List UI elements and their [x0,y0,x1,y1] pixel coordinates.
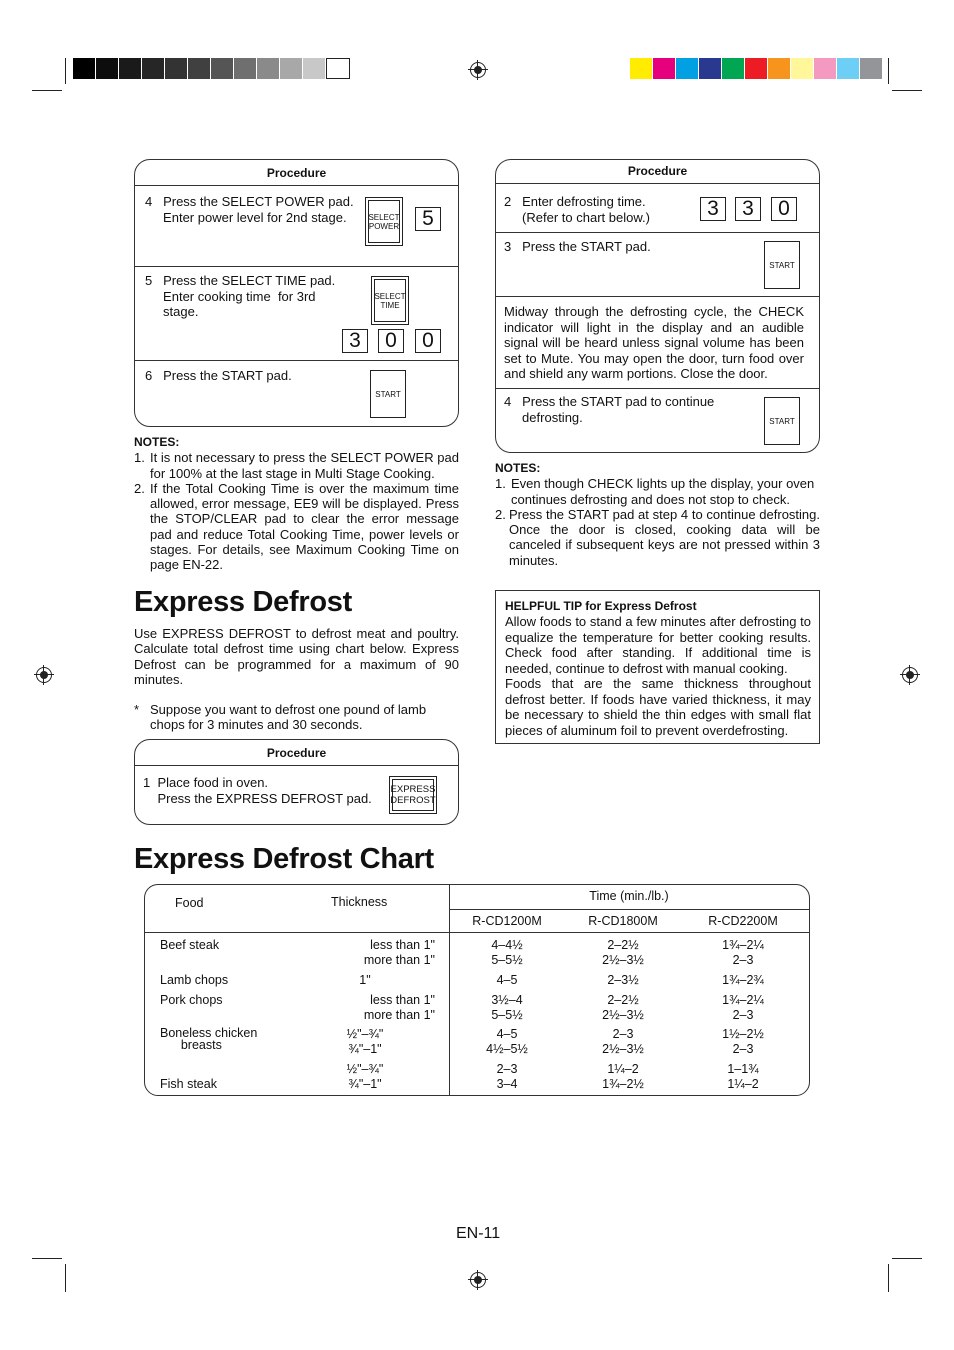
step-1-text: 1 Place food in oven. Press the EXPRESS DEFROST pad. [143,775,372,806]
display-digit: 0 [378,329,404,353]
time-cell: 2–3 [612,1027,634,1041]
section-title-express-defrost: Express Defrost [134,586,352,618]
display-digit: 5 [415,207,441,231]
time-cell: 1¼–2 [727,1077,759,1091]
color-registration-bar [630,58,883,79]
gray-swatch [165,58,188,79]
divider [145,932,809,933]
crop-mark [65,1264,66,1292]
step-2-text: 2 Enter defrosting time. (Refer to chart below.) [504,194,650,225]
select-time-pad: SELECT TIME [371,276,409,325]
color-swatch [745,58,768,79]
gray-swatch [234,58,257,79]
color-swatch [676,58,699,79]
food-cell: Fish steak [160,1077,217,1091]
gray-swatch [211,58,234,79]
grayscale-registration-bar [73,58,350,79]
color-swatch [768,58,791,79]
time-cell: 1¼–2 [607,1062,639,1076]
time-cell: 4½–5½ [486,1042,528,1056]
thickness-cell: ½"–¾" [346,1062,384,1076]
gray-swatch [303,58,326,79]
food-cell: Beef steak [160,938,220,952]
color-swatch [653,58,676,79]
time-cell: 1½–2½ [722,1027,764,1041]
gray-swatch [142,58,165,79]
select-power-pad: SELECT POWER [365,197,403,246]
time-cell: 1¾–2¾ [722,973,764,987]
express-defrost-chart [144,884,810,1096]
gray-swatch [188,58,211,79]
note-item: 1. Even though CHECK lights up the display, your oven continues defrosting and does not stop to check. [495,476,815,507]
time-cell: 2–3 [732,953,754,967]
time-cell: 2–3½ [607,973,639,987]
time-cell: 4–5 [496,973,518,987]
time-cell: 4–5 [496,1027,518,1041]
header-model: R-CD2200M [708,914,778,928]
gray-swatch [96,58,119,79]
header-model: R-CD1200M [472,914,542,928]
step-5-row [135,266,458,361]
note-item: 2. Press the START pad at step 4 to continue defrosting. Once the door is closed, cooking data will be canceled if subsequent keys are not pressed within 3 minutes. [495,506,820,568]
color-swatch [837,58,860,79]
time-cell: 3–4 [496,1077,518,1091]
note-item: 2. If the Total Cooking Time is over the maximum time allowed, error message, EE9 will be displayed. Press the STOP/CLEAR pad to clear the error message pad and reduce Total Cooking Time, power levels or stages. For details, see Maximum Cooking Time on page EN-22. [134,480,459,573]
thickness-cell: more than 1" [363,953,435,967]
step-3-text: 3 Press the START pad. [504,239,651,254]
step-6-text: 6 Press the START pad. [145,368,292,383]
thickness-cell: ½"–¾" [346,1027,384,1041]
time-cell: 2½–3½ [602,1042,644,1056]
thickness-cell: ¾"–1" [348,1077,382,1091]
color-swatch [791,58,814,79]
header-time: Time (min./lb.) [589,889,669,903]
express-defrost-intro: Use EXPRESS DEFROST to defrost meat and poultry. Calculate total defrost time using chart below. Express Defrost can be programmed for a maximum of 90 minutes. [134,626,459,687]
helpful-tip-box [495,590,820,744]
crop-mark [892,1258,922,1259]
divider [449,909,809,910]
time-cell: 2–3 [732,1008,754,1022]
registration-target-icon [36,667,52,683]
display-digit: 3 [342,329,368,353]
gray-swatch [257,58,280,79]
time-cell: 1–1¾ [727,1062,759,1076]
step-4-row [496,388,819,453]
time-cell: 1¾–2½ [602,1077,644,1091]
step-5-text: 5 Press the SELECT TIME pad. Enter cooking time for 3rd stage. [145,273,336,319]
notes-title: NOTES: [134,435,180,449]
gray-swatch [326,58,350,79]
thickness-cell: less than 1" [370,938,435,952]
time-cell: 2–3 [732,1042,754,1056]
thickness-cell: more than 1" [363,1008,435,1022]
midway-row [496,296,819,389]
crop-mark [32,1258,62,1259]
registration-target-icon [902,667,918,683]
crop-mark [888,1264,889,1292]
food-cell: Pork chops [160,993,223,1007]
procedure-header: Procedure [496,160,819,184]
color-swatch [722,58,745,79]
start-pad: START [764,241,800,289]
notes-title: NOTES: [495,461,541,475]
step-4-continue-text: 4 Press the START pad to continue defrosting. [504,394,715,425]
step-4-text: 4 Press the SELECT POWER pad. Enter power level for 2nd stage. [145,194,354,225]
time-cell: 1¾–2¼ [722,993,764,1007]
crop-mark [65,58,66,84]
gray-swatch [73,58,96,79]
color-swatch [699,58,722,79]
procedure-header: Procedure [135,740,458,766]
step-3-row [496,232,819,297]
midway-text: Midway through the defrosting cycle, the CHECK indicator will light in the display and an audible signal will be heard unless signal volume has been set to Mute. You may open the door, turn food over and shield any warm portions. Close the door. [504,304,804,381]
start-pad: START [764,397,800,445]
display-digit: 3 [700,197,726,221]
right-notes [495,460,820,568]
express-defrost-pad: EXPRESS DEFROST [389,776,437,814]
crop-mark [892,90,922,91]
procedure-header: Procedure [135,160,458,186]
multistage-procedure-box [134,159,459,427]
thickness-cell: 1" [359,973,371,987]
time-cell: 5–5½ [491,953,523,967]
page-number: EN-11 [456,1225,501,1242]
display-digit: 0 [771,197,797,221]
color-swatch [814,58,837,79]
registration-target-icon [470,1272,486,1288]
time-cell: 2½–3½ [602,1008,644,1022]
time-cell: 2–3 [496,1062,518,1076]
food-cell: Lamb chops [160,973,229,987]
display-digit: 0 [415,329,441,353]
time-cell: 1¾–2¼ [722,938,764,952]
left-notes [134,434,459,573]
example-text: * Suppose you want to defrost one pound of lamb chops for 3 minutes and 30 seconds. [134,702,427,733]
color-swatch [860,58,883,79]
time-cell: 5–5½ [491,1008,523,1022]
start-pad: START [370,370,406,418]
crop-mark [32,90,62,91]
time-cell: 2–2½ [607,938,639,952]
registration-target-icon [470,62,486,78]
gray-swatch [119,58,142,79]
section-title-chart: Express Defrost Chart [134,843,434,875]
thickness-cell: ¾"–1" [348,1042,382,1056]
header-model: R-CD1800M [588,914,658,928]
crop-mark [888,58,889,84]
helpful-tip-title: HELPFUL TIP for Express Defrost [505,599,697,613]
time-cell: 3½–4 [491,993,523,1007]
express-defrost-procedure-box [134,739,459,825]
food-cell: Boneless chicken breasts [160,1026,258,1052]
step-6-row [135,360,458,427]
helpful-tip-body: Allow foods to stand a few minutes after defrosting to equalize the temperature for better cooking results. Check food after standing. If additional time is needed, continue to defrost with manual cooking. Foods that are the same thickness throughout defrost better. If foods have varied thickness, it may be necessary to shield the thin edges with small flat pieces of aluminum foil to prevent overdefrosting. [505,614,811,738]
header-thickness: Thickness [331,895,388,909]
note-item: 1. It is not necessary to press the SELECT POWER pad for 100% at the last stage in Multi Stage Cooking. [134,450,459,481]
thickness-cell: less than 1" [370,993,435,1007]
display-digit: 3 [735,197,761,221]
defrost-procedure-box [495,159,820,453]
color-swatch [630,58,653,79]
time-cell: 2–2½ [607,993,639,1007]
time-cell: 2½–3½ [602,953,644,967]
header-food: Food [175,896,204,910]
time-cell: 4–4½ [491,938,523,952]
gray-swatch [280,58,303,79]
